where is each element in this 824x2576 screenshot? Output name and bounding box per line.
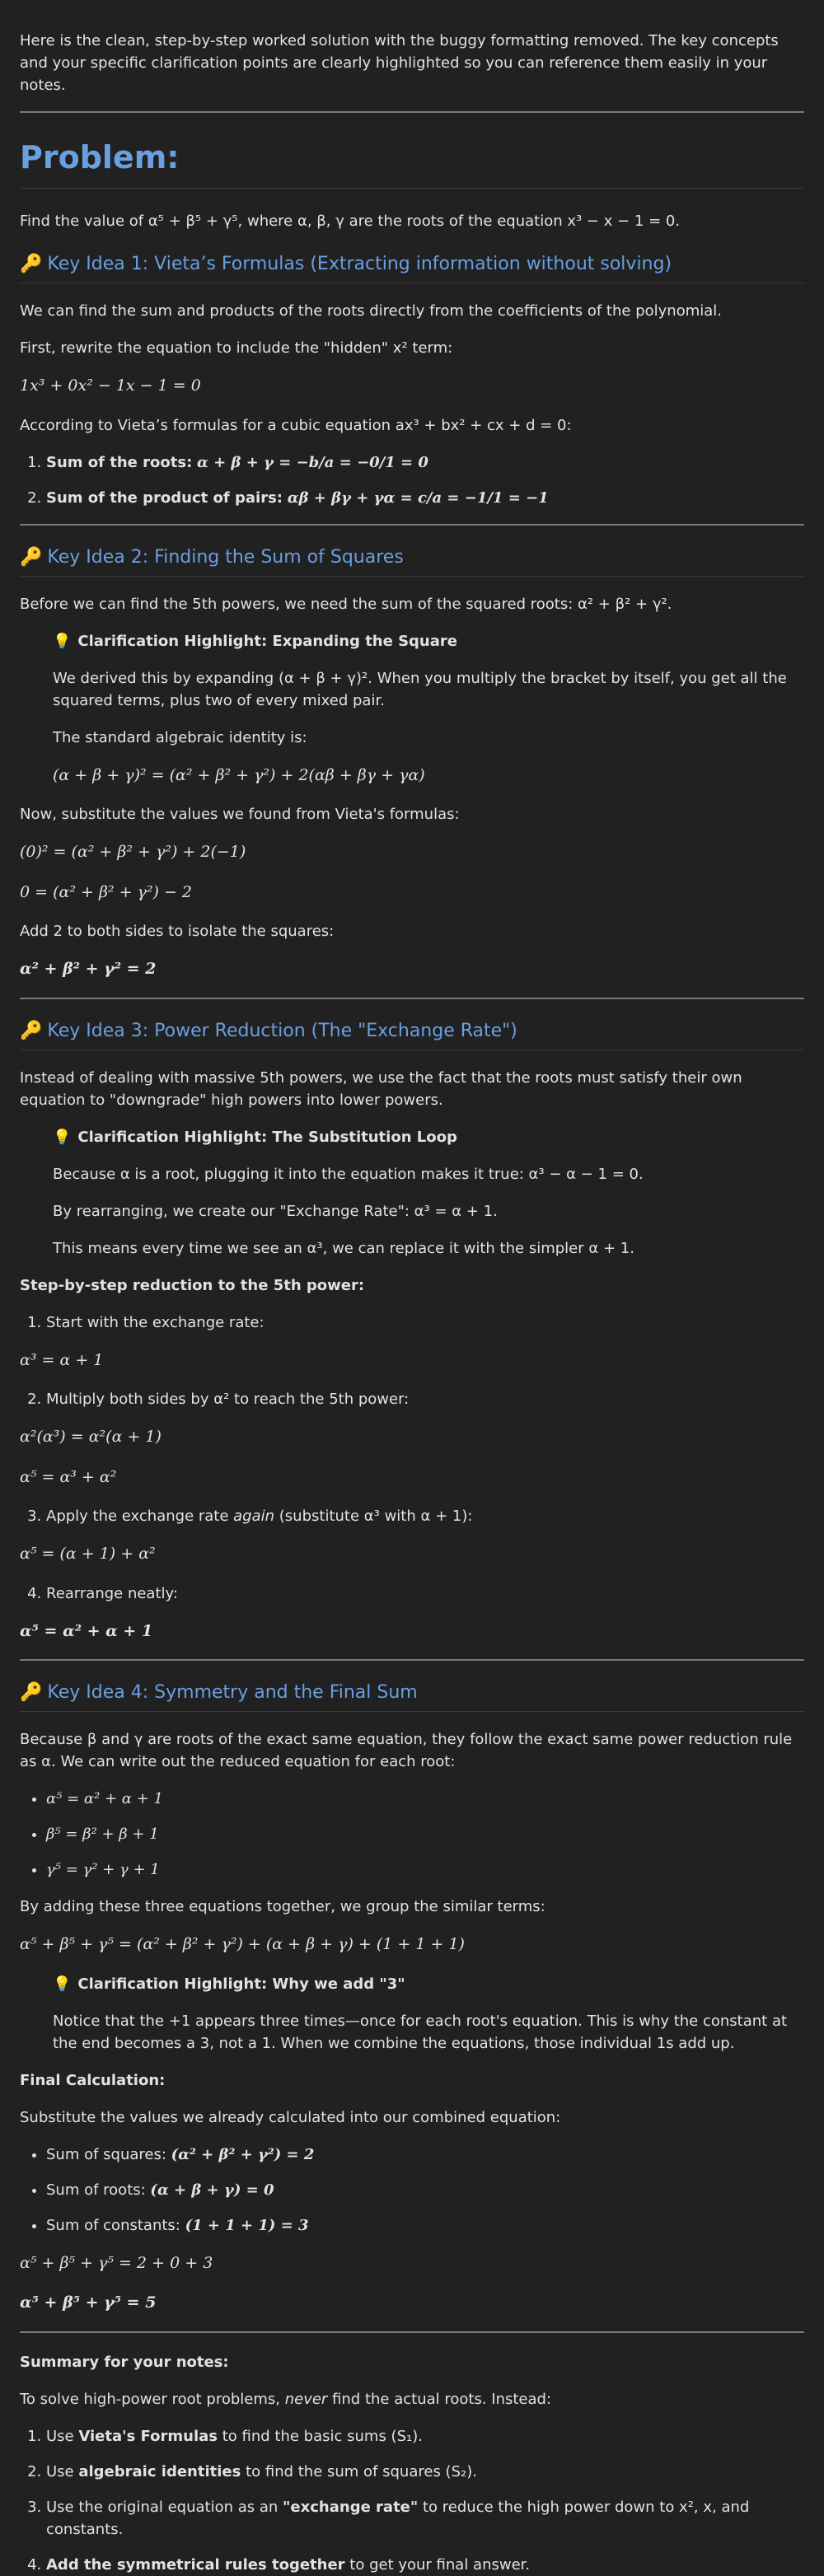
- list-item: 1. Sum of the roots: α + β + γ = −b/a = −0/1 = 0: [46, 451, 804, 474]
- k2-paragraph-3: Add 2 to both sides to isolate the squares:: [20, 923, 335, 940]
- k4-paragraph-2: By adding these three equations together, we group the similar terms:: [20, 1898, 545, 1915]
- list-item: 1. Start with the exchange rate:: [46, 1311, 804, 1334]
- k3-step-3: [20, 1505, 804, 1527]
- list-item: 2. Multiply both sides by α² to reach the 5th power:: [46, 1388, 804, 1410]
- k1-paragraph-1: We can find the sum and products of the roots directly from the coefficients of the polynomial.: [20, 302, 722, 320]
- k4-equation: α⁵ + β⁵ + γ⁵ = (α² + β² + γ²) + (α + β + γ) + (1 + 1 + 1): [20, 1935, 465, 1953]
- k3-step-4: [20, 1583, 804, 1605]
- list-item: 2. Use algebraic identities to find the sum of squares (S₂).: [46, 2461, 804, 2483]
- k4-paragraph-1: Because β and γ are roots of the exact same equation, they follow the exact same power reduction rule as α. We can write out the reduced equation for each root:: [20, 1731, 793, 1770]
- final-calc-list: [20, 2144, 804, 2237]
- k3-step-2-equation-2: α⁵ = α³ + α²: [20, 1467, 117, 1486]
- k2-equation-3: α² + β² + γ² = 2: [20, 960, 157, 978]
- k3-step-2: [20, 1388, 804, 1410]
- clarification-highlight: 💡 Clarification Highlight: Why we add "3" Notice that the +1 appears three times—once for each root's equation. This is why the constant at the end becomes a 3, not a 1. When we combine the equations, those individual 1s add up.: [53, 1975, 788, 2052]
- list-item: 1. Use Vieta's Formulas to find the basic sums (S₁).: [46, 2425, 804, 2447]
- key-idea-4-heading: 🔑 Key Idea 4: Symmetry and the Final Sum: [20, 1679, 804, 1712]
- summary-intro: To solve high-power root problems, never find the actual roots. Instead:: [20, 2390, 552, 2408]
- k1-paragraph-2: First, rewrite the equation to include the "hidden" x² term:: [20, 339, 453, 357]
- key-idea-2-heading: 🔑 Key Idea 2: Finding the Sum of Squares: [20, 544, 804, 577]
- list-item: • Sum of constants: (1 + 1 + 1) = 3: [46, 2214, 804, 2237]
- key-icon: 🔑: [20, 1682, 43, 1703]
- key-icon: 🔑: [20, 1020, 43, 1041]
- k3-paragraph-1: Instead of dealing with massive 5th powers, we use the fact that the roots must satisfy their own equation to "downgrade" high powers into lower powers.: [20, 1068, 742, 1109]
- divider: [20, 111, 804, 113]
- list-item: • γ⁵ = γ² + γ + 1: [46, 1858, 804, 1881]
- divider: [20, 524, 804, 526]
- list-item: • Sum of roots: (α + β + γ) = 0: [46, 2179, 804, 2201]
- k2-paragraph-2: Now, substitute the values we found from Vieta's formulas:: [20, 806, 460, 823]
- divider: [20, 998, 804, 999]
- k1-equation: 1x³ + 0x² − 1x − 1 = 0: [20, 376, 201, 395]
- final-equation-1: α⁵ + β⁵ + γ⁵ = 2 + 0 + 3: [20, 2253, 213, 2272]
- list-item: 4. Rearrange neatly:: [46, 1583, 804, 1605]
- clarification-highlight: 💡 Clarification Highlight: The Substitution Loop Because α is a root, plugging it into the equation makes it true: α³ − α − 1 = 0. By rearranging, we create our "Exchange Rate": α³ = α + 1. This means every time we see an α³, we can replace it with the simpler α + 1.: [53, 1128, 644, 1257]
- k2-equation-2: 0 = (α² + β² + γ²) − 2: [20, 882, 193, 901]
- final-equation-2: α⁵ + β⁵ + γ⁵ = 5: [20, 2293, 157, 2312]
- k4-bullet-list: [20, 1788, 804, 1881]
- lightbulb-icon: 💡: [53, 1975, 72, 1993]
- k3-step-1-equation: α³ = α + 1: [20, 1350, 104, 1369]
- key-icon: 🔑: [20, 254, 43, 274]
- list-item: • Sum of squares: (α² + β² + γ²) = 2: [46, 2144, 804, 2166]
- k1-list: [20, 451, 804, 509]
- key-idea-1-heading: 🔑 Key Idea 1: Vieta’s Formulas (Extracting information without solving): [20, 250, 804, 283]
- lightbulb-icon: 💡: [53, 1128, 72, 1146]
- intro-text: Here is the clean, step-by-step worked solution with the buggy formatting removed. The key concepts and your specific clarification points are clearly highlighted so you can reference them easily in your notes.: [20, 32, 779, 94]
- divider: [20, 1659, 804, 1661]
- k3-step-1: [20, 1311, 804, 1334]
- k3-step-2-equation-1: α²(α³) = α²(α + 1): [20, 1428, 162, 1446]
- problem-text: Find the value of α⁵ + β⁵ + γ⁵, where α, β, γ are the roots of the equation x³ − x − 1 = 0.: [20, 213, 681, 230]
- list-item: 3. Use the original equation as an "exchange rate" to reduce the high power down to x², x, and constants.: [46, 2496, 804, 2541]
- final-calculation-heading: Final Calculation:: [20, 2071, 166, 2089]
- list-item: • β⁵ = β² + β + 1: [46, 1823, 804, 1845]
- summary-heading: Summary for your notes:: [20, 2353, 229, 2371]
- clarification-highlight: 💡 Clarification Highlight: Expanding the Square We derived this by expanding (α + β + γ)². When you multiply the bracket by itself, you get all the squared terms, plus two of every mixed pair. The standard algebraic identity is: (α + β + γ)² = (α² + β² + γ²) + 2(αβ + βγ + γα): [53, 632, 787, 784]
- key-icon: 🔑: [20, 546, 43, 568]
- k3-subheading: Step-by-step reduction to the 5th power:: [20, 1276, 365, 1294]
- k3-step-4-equation: α⁵ = α² + α + 1: [20, 1621, 153, 1640]
- list-item: 4. Add the symmetrical rules together to get your final answer.: [46, 2554, 804, 2576]
- list-item: • α⁵ = α² + α + 1: [46, 1788, 804, 1810]
- k3-step-3-equation: α⁵ = (α + 1) + α²: [20, 1545, 156, 1563]
- list-item: 3. Apply the exchange rate again (substitute α³ with α + 1):: [46, 1505, 804, 1527]
- problem-heading: Problem:: [20, 134, 804, 189]
- divider: [20, 2331, 804, 2333]
- k2-equation-1: (0)² = (α² + β² + γ²) + 2(−1): [20, 843, 246, 861]
- k2-paragraph-1: Before we can find the 5th powers, we need the sum of the squared roots: α² + β² + γ².: [20, 595, 672, 613]
- k1-paragraph-3: According to Vieta’s formulas for a cubic equation ax³ + bx² + cx + d = 0:: [20, 416, 572, 434]
- list-item: 2. Sum of the product of pairs: αβ + βγ + γα = c/a = −1/1 = −1: [46, 487, 804, 509]
- k4-paragraph-3: Substitute the values we already calculated into our combined equation:: [20, 2108, 561, 2126]
- summary-list: [20, 2425, 804, 2576]
- lightbulb-icon: 💡: [53, 632, 72, 650]
- key-idea-3-heading: 🔑 Key Idea 3: Power Reduction (The "Exchange Rate"): [20, 1017, 804, 1050]
